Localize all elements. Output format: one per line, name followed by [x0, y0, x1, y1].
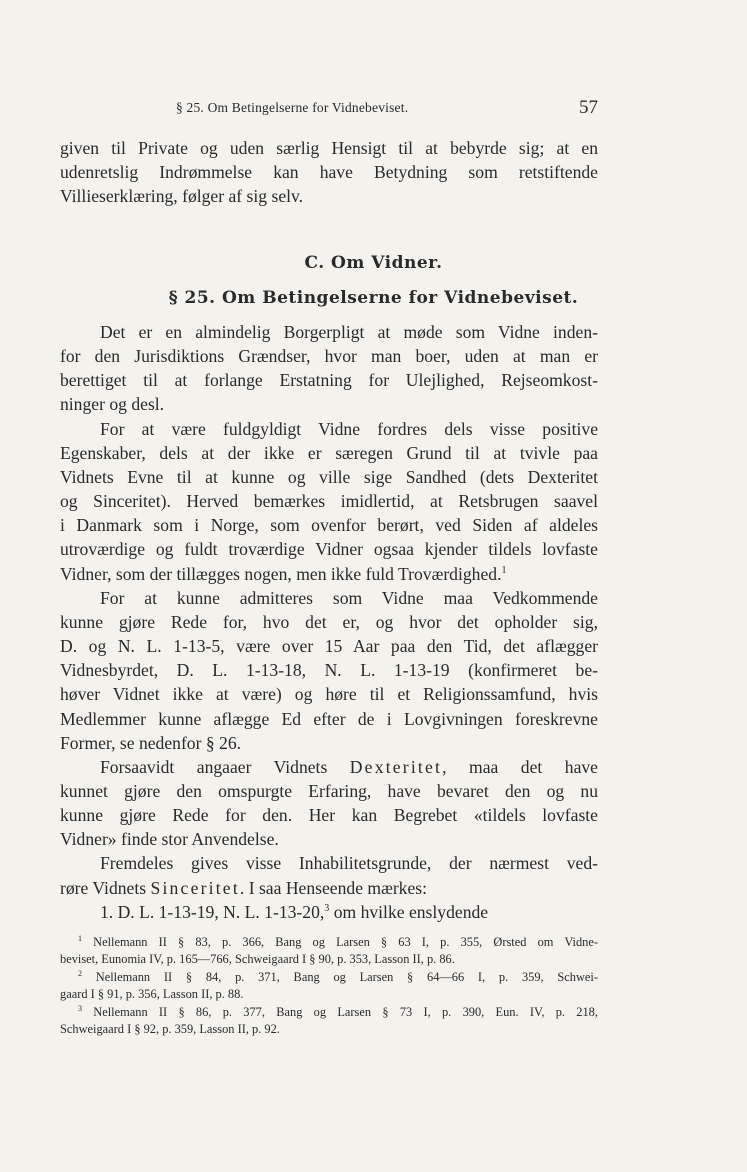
text-line: [60, 900, 598, 924]
text-line: D. og N. L. 1-13-5, være over 15 Aar paa den Tid, det aflægger: [60, 636, 598, 657]
text-line: kunnet gjøre den omspurgte Erfaring, have bevaret den og nu: [60, 780, 598, 801]
running-title: § 25. Om Betingelserne for Vidnebeviset.: [176, 100, 409, 115]
footnote-2-cont: gaard I § 91, p. 356, Lasson II, p. 88.: [60, 987, 244, 1002]
section-heading: § 25. Om Betingelserne for Vidnebeviset.: [168, 288, 579, 308]
footnote-text: Nellemann II § 83, p. 366, Bang og Larsen § 63 I, p. 355, Ørsted om Vidne-: [93, 935, 598, 949]
footnote-1: [60, 934, 598, 951]
footnotes: [60, 934, 598, 1038]
text-segment: om hvilke enslydende: [329, 901, 489, 922]
text-line: Egenskaber, dels at der ikke er særegen Grund til at tvivle paa: [60, 442, 598, 463]
text-line: ninger og desl.: [60, 394, 165, 415]
spaced-term: Sinceritet: [150, 877, 240, 898]
text-line: berettiget til at forlange Erstatning for Ulejlighed, Rejseomkost-: [60, 370, 598, 391]
text-line: høver Vidnet ikke at være) og høre til et Religionssamfund, hvis: [60, 684, 598, 705]
text-line: Vidner» finde stor Anvendelse.: [60, 829, 279, 850]
footnote-ref-3: 3: [324, 902, 330, 914]
text-line: Medlemmer kunne aflægge Ed efter de i Lovgivningen foreskrevne: [60, 708, 598, 729]
footnote-1-cont: beviset, Eunomia IV, p. 165—766, Schweigaard I § 90, p. 353, Lasson II, p. 86.: [60, 952, 455, 967]
text-line: For at kunne admitteres som Vidne maa Vedkommende: [100, 587, 598, 608]
text-line: [60, 876, 598, 900]
text-line: Villieserklæring, følger af sig selv.: [60, 186, 304, 207]
text-segment: , maa det have: [442, 756, 598, 777]
text-line: kunne gjøre Rede for den. Her kan Begrebet «tildels lovfaste: [60, 805, 598, 826]
text-segment: røre Vidnets: [60, 877, 151, 898]
footnote-mark: 2: [78, 968, 82, 978]
chapter-heading: C. Om Vidner.: [304, 253, 443, 273]
text-line: given til Private og uden særlig Hensigt til at bebyrde sig; at en: [60, 138, 598, 158]
footnote-mark: 3: [78, 1003, 82, 1013]
text-segment: 1. D. L. 1-13-19, N. L. 1-13-20,: [100, 901, 325, 922]
main-text: [60, 320, 598, 924]
footnote-3: [60, 1004, 598, 1021]
page-number: 57: [579, 97, 598, 118]
text-line: udenretslig Indrømmelse kan have Betydning som retstiftende: [60, 162, 598, 183]
text-segment: Forsaavidt angaaer Vidnets: [100, 756, 350, 777]
text-line: i Danmark som i Norge, som ovenfor berørt, ved Siden af aldeles: [60, 515, 598, 536]
text-line: [60, 562, 598, 586]
text-line: for den Jurisdiktions Grændser, hvor man boer, uden at man er: [60, 346, 598, 367]
text-line: [60, 731, 598, 755]
text-line: For at være fuldgyldigt Vidne fordres dels visse positive: [100, 418, 598, 439]
text-segment: Vidner, som der tillægges nogen, men ikke fuld Troværdighed.: [60, 563, 502, 584]
footnote-text: Nellemann II § 86, p. 377, Bang og Larsen § 73 I, p. 390, Eun. IV, p. 218,: [93, 1004, 598, 1019]
text-line: kunne gjøre Rede for, hvo det er, og hvor det opholder sig,: [60, 611, 598, 632]
text-line: [60, 755, 598, 779]
running-head: [60, 98, 598, 124]
text-line: Vidnesbyrdet, D. L. 1-13-18, N. L. 1-13-19 (konfirmeret be-: [60, 660, 598, 681]
footnote-ref-1: 1: [501, 564, 507, 576]
text-line: utroværdige og fuldt troværdige Vidner ogsaa kjender tildels lovfaste: [60, 539, 598, 560]
footnote-text: Nellemann II § 84, p. 371, Bang og Larsen § 64—66 I, p. 359, Schwei-: [95, 969, 598, 984]
spaced-term: Dexteritet: [349, 756, 443, 777]
footnote-2: [60, 969, 598, 986]
text-line: og Sinceritet). Herved bemærkes imidlertid, at Retsbrugen saavel: [60, 491, 598, 512]
text-line: Vidnets Evne til at kunne og ville sige Sandhed (dets Dexteritet: [60, 466, 598, 487]
footnote-3-cont: Schweigaard I § 92, p. 359, Lasson II, p. 92.: [60, 1022, 280, 1037]
footnote-mark: 1: [78, 933, 82, 943]
text-line: Fremdeles gives visse Inhabilitetsgrunde, der nærmest ved-: [100, 853, 598, 874]
text-segment: . I saa Henseende mærkes:: [239, 877, 428, 898]
intro-paragraph: [60, 136, 598, 209]
text-line: Det er en almindelig Borgerpligt at møde som Vidne inden-: [100, 322, 598, 342]
text-segment: Former, se nedenfor § 26.: [60, 732, 242, 753]
